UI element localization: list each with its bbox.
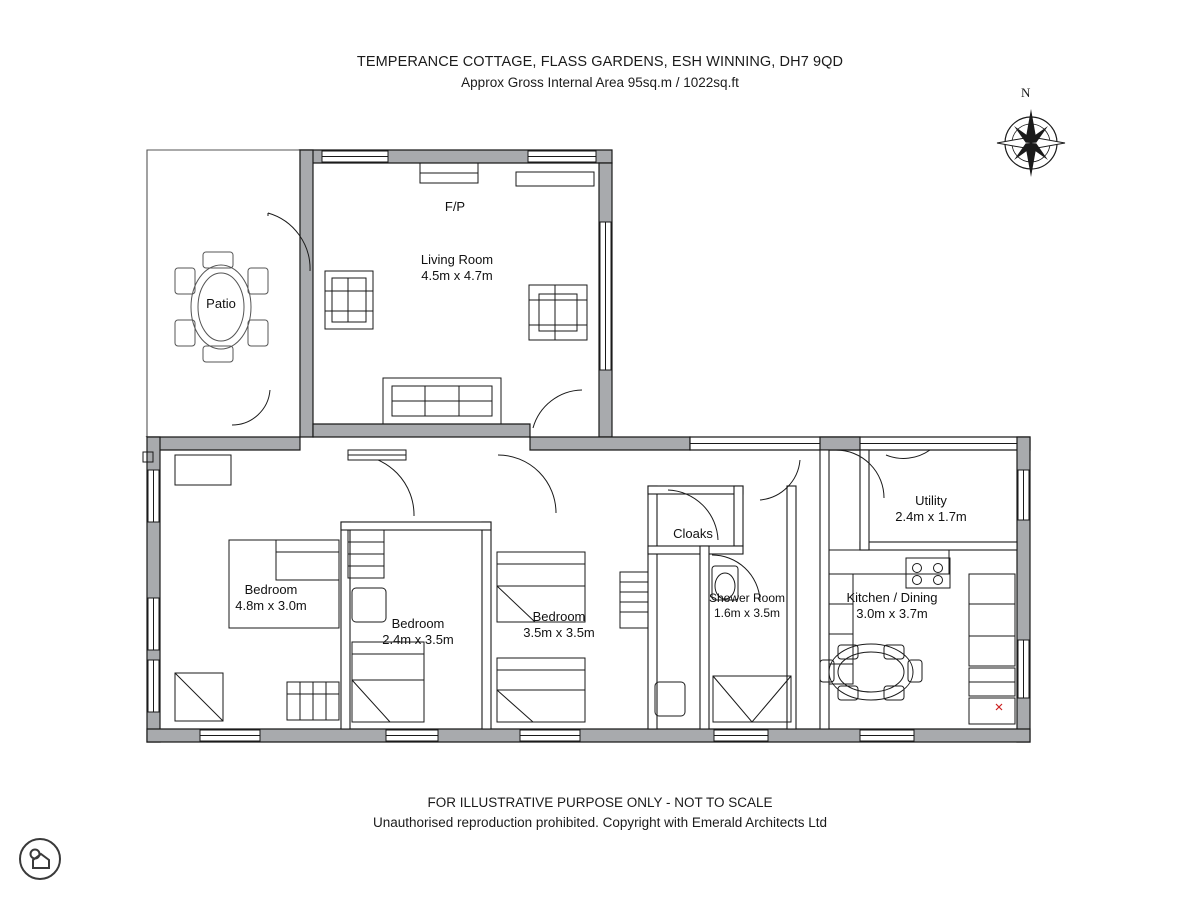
fireplace [420,163,594,186]
room-label-utility: Utility 2.4m x 1.7m [895,493,967,524]
house-logo-icon [16,835,64,883]
compass-rose [985,85,1077,177]
compass-icon [985,85,1077,177]
armchair-right [529,285,587,340]
shower-room-fittings [712,566,791,722]
bedroom-2-furniture [352,642,424,722]
room-label-cloaks: Cloaks [673,526,713,541]
room-label-patio: Patio [206,296,236,311]
fireplace-label: F/P [444,199,466,214]
room-label-living-room: Living Room 4.5m x 4.7m [420,252,494,283]
plan-title: TEMPERANCE COTTAGE, FLASS GARDENS, ESH WINNING, DH7 9QD [356,54,844,70]
patio-area [147,150,300,437]
logo-badge [16,835,64,883]
room-label-bedroom-3: Bedroom 3.5m x 3.5m [523,609,595,640]
kitchen-fittings [820,550,1015,724]
compass-north-label: N [1021,85,1031,100]
room-label-bedroom-2: Bedroom 2.4m x 3.5m [382,616,454,647]
armchair-left [325,271,373,329]
room-label-bedroom-1: Bedroom 4.8m x 3.0m [235,582,307,613]
utility-fittings [869,455,1015,477]
footer-copyright: Unauthorised reproduction prohibited. Copyright with Emerald Architects Ltd [373,815,827,830]
room-label-kitchen-dining: Kitchen / Dining 3.0m x 3.7m [846,590,938,621]
room-label-shower-room: Shower Room 1.6m x 3.5m [708,591,786,620]
footer-disclaimer: FOR ILLUSTRATIVE PURPOSE ONLY - NOT TO SCALE [427,795,773,810]
plan-subtitle: Approx Gross Internal Area 95sq.m / 1022sq.ft [461,75,739,90]
sofa [383,378,501,424]
